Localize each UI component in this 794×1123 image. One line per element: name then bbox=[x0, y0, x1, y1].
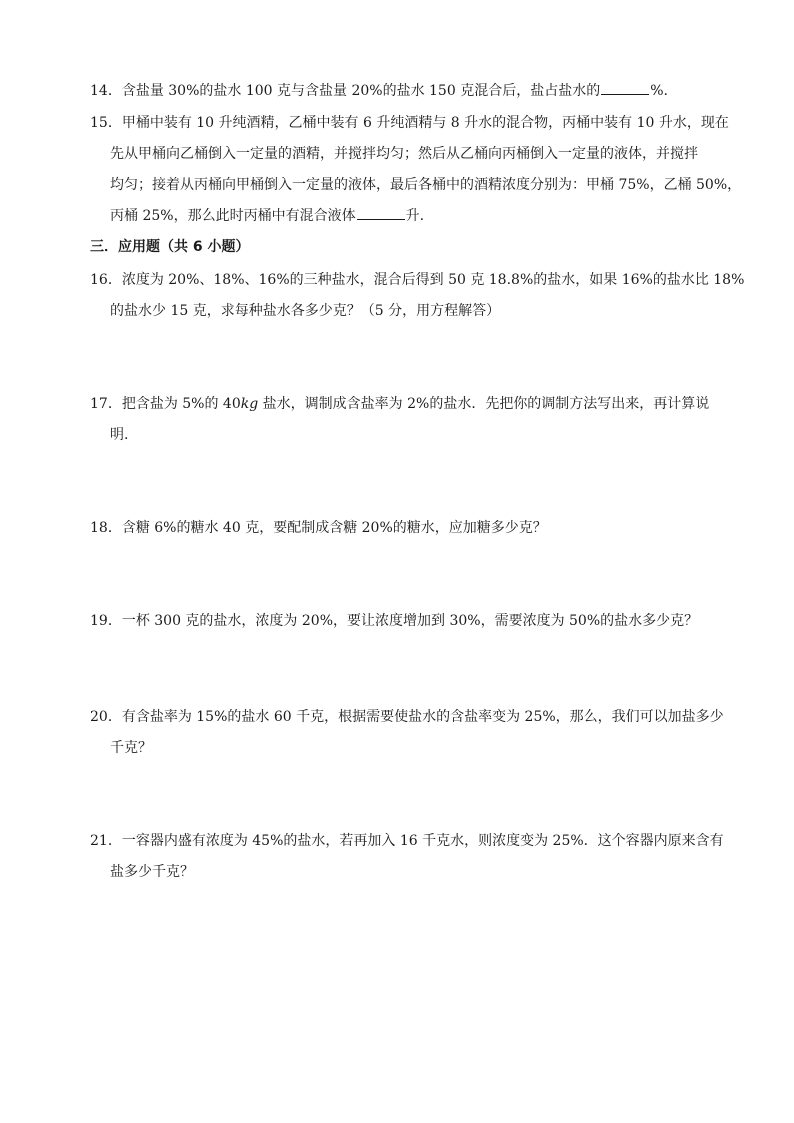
question-19-line-1: 19．一杯 300 克的盐水，浓度为 20%，要让浓度增加到 30%，需要浓度为 50%的盐水多少克？ bbox=[90, 613, 699, 629]
question-14 bbox=[90, 76, 710, 107]
question-20-line-2: 千克？ bbox=[110, 740, 152, 756]
question-15-line-2: 先从甲桶向乙桶倒入一定量的酒精，并搅拌均匀；然后从乙桶向丙桶倒入一定量的液体，并搅拌 bbox=[110, 146, 698, 162]
answer-blank[interactable] bbox=[601, 80, 649, 95]
question-18-line-1: 18．含糖 6%的糖水 40 克，要配制成含糖 20%的糖水，应加糖多少克？ bbox=[90, 520, 547, 536]
section-heading: 三．应用题（共 6 小题） bbox=[90, 239, 250, 255]
question-20-line-1: 20．有含盐率为 15%的盐水 60 千克，根据需要使盐水的含盐率变为 25%，那么，我们可以加盐多少 bbox=[90, 709, 724, 725]
answer-blank[interactable] bbox=[357, 205, 405, 220]
question-16-line-1: 16．浓度为 20%、18%、16%的三种盐水，混合后得到 50 克 18.8%的盐水，如果 16%的盐水比 18% bbox=[90, 272, 745, 288]
question-21-line-2: 盐多少千克？ bbox=[110, 864, 194, 880]
question-15-line-4: 丙桶 25%，那么此时丙桶中有混合液体 升. bbox=[90, 201, 710, 232]
question-15 bbox=[90, 108, 742, 232]
question-18 bbox=[90, 513, 710, 544]
question-21-line-1: 21．一容器内盛有浓度为 45%的盐水，若再加入 16 千克水，则浓度变为 25%．这个容器内原来含有 bbox=[90, 833, 724, 849]
question-15-line-1: 15．甲桶中装有 10 升纯酒精，乙桶中装有 6 升纯酒精与 8 升水的混合物，丙桶中装有 10 升水，现在 bbox=[90, 115, 729, 131]
question-17 bbox=[90, 389, 710, 451]
question-14-line: 14．含盐量 30%的盐水 100 克与含盐量 20%的盐水 150 克混合后，盐占盐水的 %. bbox=[90, 76, 710, 107]
question-21 bbox=[90, 826, 724, 888]
question-16-line-2: 的盐水少 15 克，求每种盐水各多少克？（5 分，用方程解答） bbox=[110, 303, 501, 319]
question-20 bbox=[90, 702, 724, 764]
question-17-line-2: 明. bbox=[110, 427, 129, 443]
question-16 bbox=[90, 265, 745, 327]
question-15-line-3: 均匀；接着从丙桶向甲桶倒入一定量的液体，最后各桶中的酒精浓度分别为：甲桶 75%，乙桶 50%， bbox=[110, 177, 742, 193]
question-17-line-1: 17．把含盐为 5%的 40kg 盐水，调制成含盐率为 2%的盐水．先把你的调制方法写出来，再计算说 bbox=[90, 396, 710, 412]
question-19 bbox=[90, 606, 710, 637]
